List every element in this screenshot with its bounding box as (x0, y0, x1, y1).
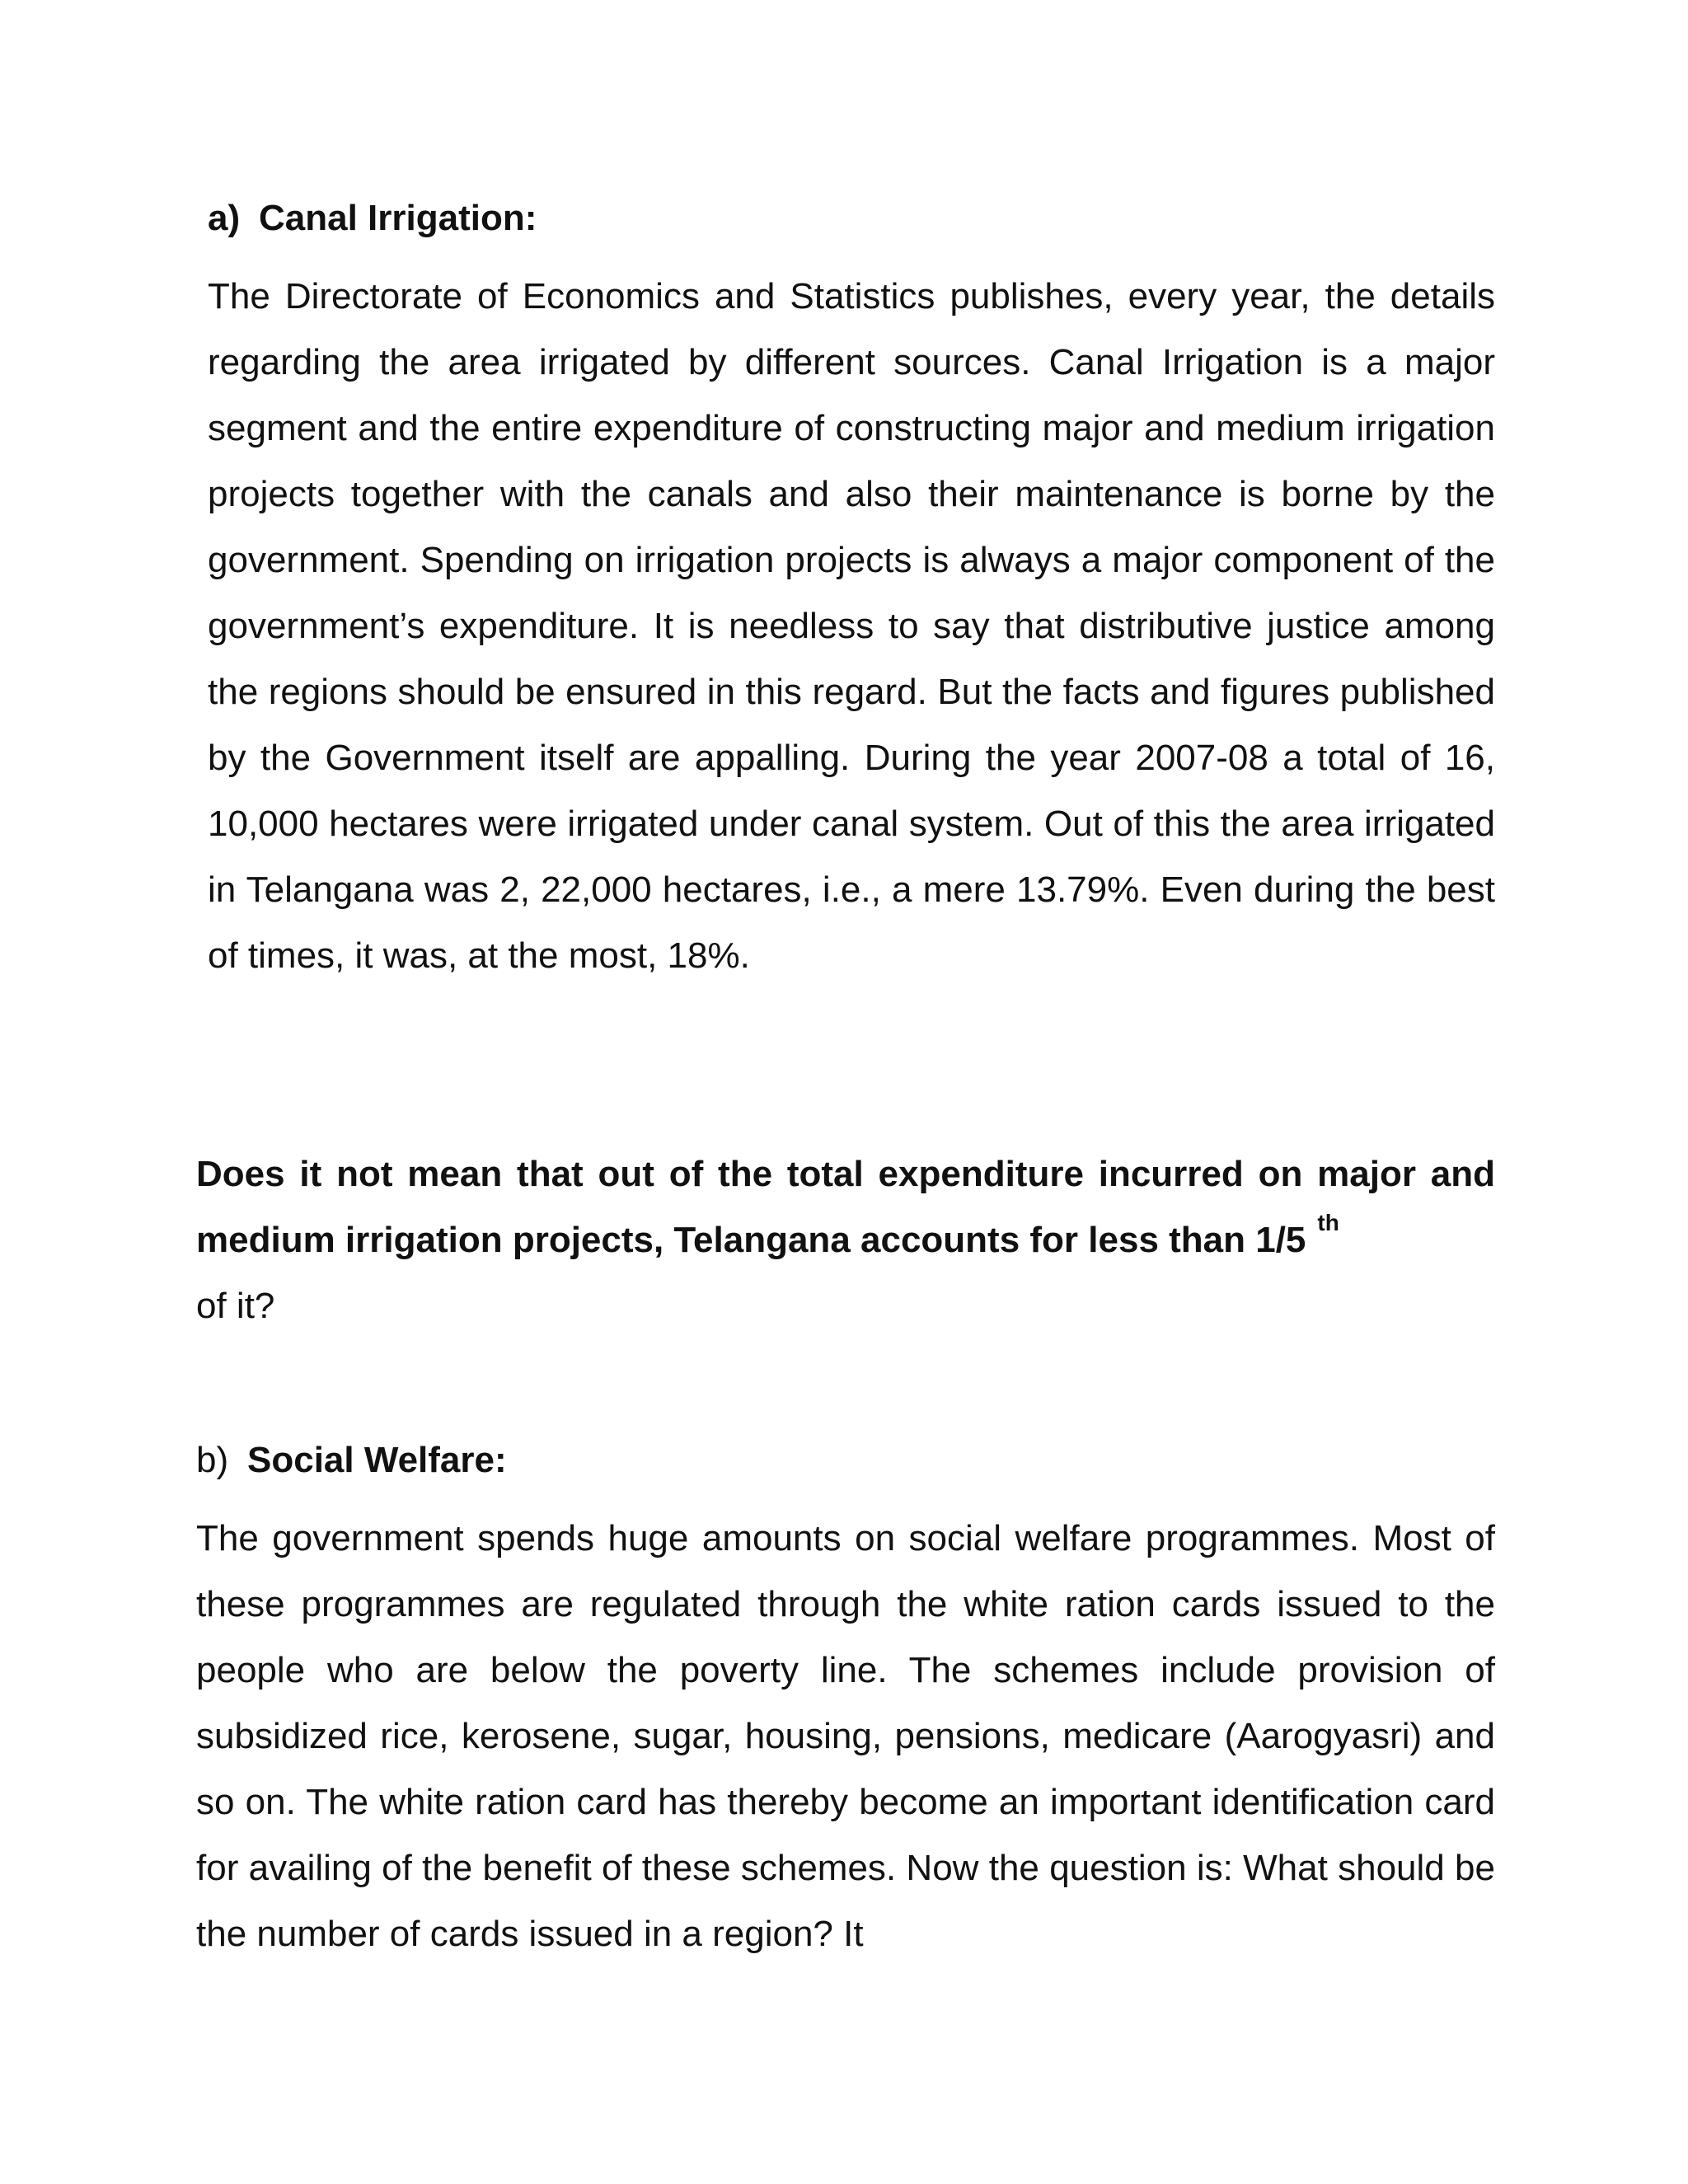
section-a-title: Canal Irrigation: (259, 198, 537, 238)
question-paragraph (196, 1141, 1495, 1339)
section-b-marker: b) (196, 1440, 229, 1480)
question-superscript: th (1317, 1210, 1339, 1236)
question-text: Does it not mean that out of the total expenditure incurred on major and medium irrigation projects, Telangana accounts for less than 1/5 (196, 1154, 1495, 1260)
section-a-heading (208, 194, 537, 243)
question-tail: of it? (196, 1286, 275, 1326)
section-b-title: Social Welfare: (247, 1440, 507, 1480)
section-b-heading (196, 1436, 507, 1485)
section-a-paragraph: The Directorate of Economics and Statistics publishes, every year, the details regarding the area irrigated by different sources. Canal Irrigation is a major segment and the entire expenditure of constructing major and medium irrigation projects together with the canals and also their maintenance is borne by the government. Spending on irrigation projects is always a major component of the government’s expenditure. It is needless to say that distributive justice among the regions should be ensured in this regard. But the facts and figures published by the Government itself are appalling. During the year 2007-08 a total of 16, 10,000 hectares were irrigated under canal system. Out of this the area irrigated in Telangana was 2, 22,000 hectares, i.e., a mere 13.79%. Even during the best of times, it was, at the most, 18%. (208, 276, 1495, 976)
section-a-marker: a) (208, 198, 241, 238)
section-b-paragraph: The government spends huge amounts on social welfare programmes. Most of these programmes are regulated through the white ration cards issued to the people who are below the poverty line. The schemes include provision of subsidized rice, kerosene, sugar, housing, pensions, medicare (Aarogyasri) and so on. The white ration card has thereby become an important identification card for availing of the benefit of these schemes. Now the question is: What should be the number of cards issued in a region? It (196, 1518, 1495, 1954)
